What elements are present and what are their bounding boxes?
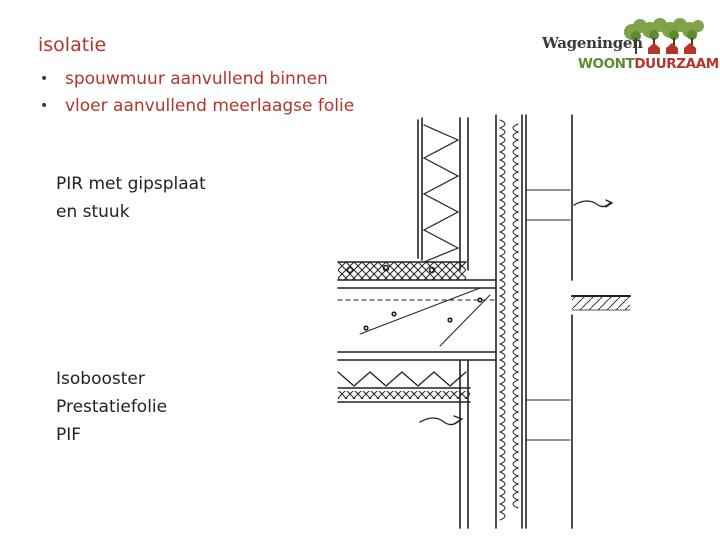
floor-slab: [338, 288, 496, 360]
logo-text-wageningen: Wageningen: [542, 34, 643, 52]
construction-detail-drawing: [330, 110, 640, 530]
bullet-item: • spouwmuur aanvullend binnen: [38, 66, 368, 93]
label-pir-gipsplaat: PIR met gipsplaat en stuuk: [56, 174, 206, 222]
label-isobooster: Isobooster Prestatiefolie PIF: [56, 369, 168, 445]
cavity-insulation: [496, 115, 522, 528]
floor-screed: [338, 262, 496, 280]
logo-text-duurzaam: DUURZAAM: [634, 56, 719, 72]
bullet-list: [38, 66, 368, 120]
pir-insulation-zigzag: [424, 125, 458, 262]
bullet-item: • vloer aanvullend meerlaagse folie: [38, 93, 368, 120]
ground-level: [572, 296, 630, 310]
inner-leaf-lines: [418, 118, 468, 270]
logo-text-woont: WOONT: [578, 56, 635, 72]
isobooster-layer: [338, 360, 470, 528]
outer-leaf: [526, 115, 612, 528]
logo-text-woontduurzaam: [578, 56, 719, 72]
slide-title: isolatie: [38, 34, 107, 56]
wageningen-logo: [540, 12, 719, 76]
